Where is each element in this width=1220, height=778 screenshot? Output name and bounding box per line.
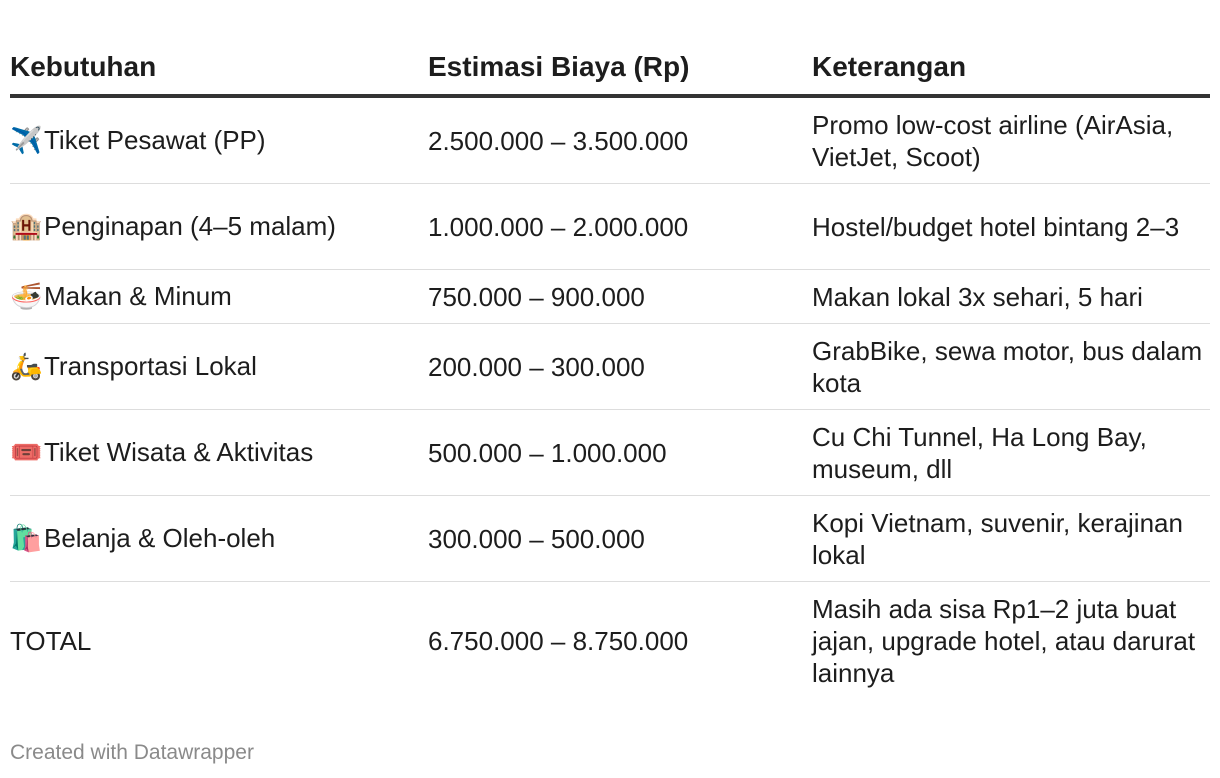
table-row — [10, 324, 1210, 410]
table-row — [10, 496, 1210, 582]
cost-cell: 2.500.000 – 3.500.000 — [428, 125, 689, 156]
table-row — [10, 184, 1210, 270]
total-row — [10, 582, 1210, 700]
need-label: Penginapan (4–5 malam) — [44, 211, 336, 241]
total-cost: 6.750.000 – 8.750.000 — [428, 626, 689, 656]
need-label: Tiket Pesawat (PP) — [44, 125, 266, 155]
cost-cell: 500.000 – 1.000.000 — [428, 437, 667, 468]
scooter-icon: 🛵 — [10, 352, 43, 382]
cost-table — [10, 40, 1210, 700]
need-label: Makan & Minum — [44, 281, 232, 311]
note-cell: GrabBike, sewa motor, bus dalam kota — [812, 335, 1203, 398]
header-note: Keterangan — [812, 51, 967, 82]
need-label: Tiket Wisata & Aktivitas — [44, 437, 314, 467]
cost-cell: 300.000 – 500.000 — [428, 523, 645, 554]
note-cell: Kopi Vietnam, suvenir, kerajinan lokal — [812, 507, 1183, 570]
need-label: Transportasi Lokal — [44, 351, 257, 381]
noodle-bowl-icon: 🍜 — [10, 282, 43, 312]
total-label: TOTAL — [10, 626, 92, 656]
need-cell — [10, 436, 428, 469]
datawrapper-credit[interactable]: Created with Datawrapper — [10, 741, 254, 764]
table-row — [10, 98, 1210, 184]
shopping-bags-icon: 🛍️ — [10, 524, 43, 554]
header-need: Kebutuhan — [10, 51, 157, 82]
need-cell — [10, 124, 428, 157]
need-cell — [10, 210, 428, 243]
cost-cell: 750.000 – 900.000 — [428, 281, 645, 312]
airplane-icon: ✈️ — [10, 126, 43, 156]
note-cell: Cu Chi Tunnel, Ha Long Bay, museum, dll — [812, 421, 1147, 484]
need-cell — [10, 350, 428, 383]
table-row — [10, 270, 1210, 324]
note-cell: Hostel/budget hotel bintang 2–3 — [812, 211, 1180, 242]
table-header — [10, 40, 1210, 98]
header-cost: Estimasi Biaya (Rp) — [428, 51, 690, 82]
cost-cell: 200.000 – 300.000 — [428, 351, 645, 382]
hotel-icon: 🏨 — [10, 212, 43, 242]
note-cell: Promo low-cost airline (AirAsia, VietJet, Scoot) — [812, 109, 1174, 172]
table-row — [10, 410, 1210, 496]
ticket-icon: 🎟️ — [10, 438, 43, 468]
need-cell — [10, 280, 428, 313]
total-note: Masih ada sisa Rp1–2 juta buat jajan, upgrade hotel, atau darurat lainnya — [812, 594, 1196, 688]
need-label: Belanja & Oleh-oleh — [44, 523, 276, 553]
cost-cell: 1.000.000 – 2.000.000 — [428, 211, 689, 242]
need-cell — [10, 522, 428, 555]
note-cell: Makan lokal 3x sehari, 5 hari — [812, 281, 1143, 312]
